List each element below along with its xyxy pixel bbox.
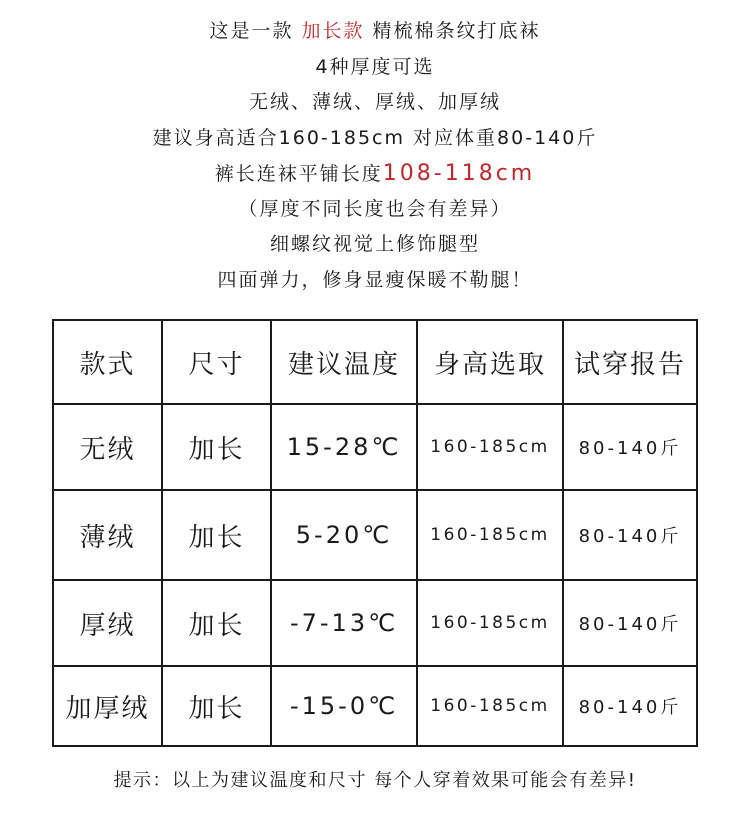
extended-length-highlight: 加长款 <box>301 20 365 42</box>
cell-size: 加长 <box>162 580 271 666</box>
header-size: 尺寸 <box>162 320 271 404</box>
cell-height: 160-185cm <box>417 580 563 666</box>
header-height: 身高选取 <box>417 320 563 404</box>
product-intro <box>0 14 750 298</box>
intro-line-length-prefix: 裤长连袜平铺长度 <box>214 163 383 185</box>
cell-size: 加长 <box>162 666 271 746</box>
intro-line-product-prefix: 这是一款 <box>209 20 302 42</box>
header-temperature: 建议温度 <box>271 320 417 404</box>
intro-line-product-suffix: 精梳棉条纹打底袜 <box>364 20 541 42</box>
cell-weight: 80-140斤 <box>563 404 697 490</box>
cell-style: 厚绒 <box>53 580 162 666</box>
intro-line-product <box>0 14 750 50</box>
header-fit-report: 试穿报告 <box>563 320 697 404</box>
table-header-row <box>53 320 697 404</box>
footer-note: 提示：以上为建议温度和尺寸 每个人穿着效果可能会有差异! <box>113 770 637 791</box>
cell-size: 加长 <box>162 490 271 580</box>
cell-temperature: 15-28℃ <box>271 404 417 490</box>
table-row <box>53 666 697 746</box>
intro-line-height-weight: 建议身高适合160-185cm 对应体重80-140斤 <box>152 126 598 149</box>
cell-weight: 80-140斤 <box>563 666 697 746</box>
cell-weight: 80-140斤 <box>563 580 697 666</box>
length-highlight: 108-118cm <box>382 161 536 186</box>
intro-line-stretch: 四面弹力，修身显瘦保暖不勒腿！ <box>217 268 533 291</box>
table-row <box>53 490 697 580</box>
cell-style: 无绒 <box>53 404 162 490</box>
cell-temperature: -15-0℃ <box>271 666 417 746</box>
cell-height: 160-185cm <box>417 490 563 580</box>
cell-temperature: -7-13℃ <box>271 580 417 666</box>
cell-weight: 80-140斤 <box>563 490 697 580</box>
size-spec-table <box>52 319 698 747</box>
intro-line-length <box>0 156 750 192</box>
cell-style: 薄绒 <box>53 490 162 580</box>
intro-line-length-note: （厚度不同长度也会有差异） <box>238 197 512 220</box>
table-row <box>53 404 697 490</box>
table-row <box>53 580 697 666</box>
cell-temperature: 5-20℃ <box>271 490 417 580</box>
header-style: 款式 <box>53 320 162 404</box>
cell-height: 160-185cm <box>417 404 563 490</box>
intro-line-thickness-options: 无绒、薄绒、厚绒、加厚绒 <box>248 91 501 113</box>
cell-size: 加长 <box>162 404 271 490</box>
intro-line-rib: 细螺纹视觉上修饰腿型 <box>269 233 480 255</box>
intro-line-thickness-count: 4种厚度可选 <box>315 55 435 78</box>
cell-height: 160-185cm <box>417 666 563 746</box>
cell-style: 加厚绒 <box>53 666 162 746</box>
